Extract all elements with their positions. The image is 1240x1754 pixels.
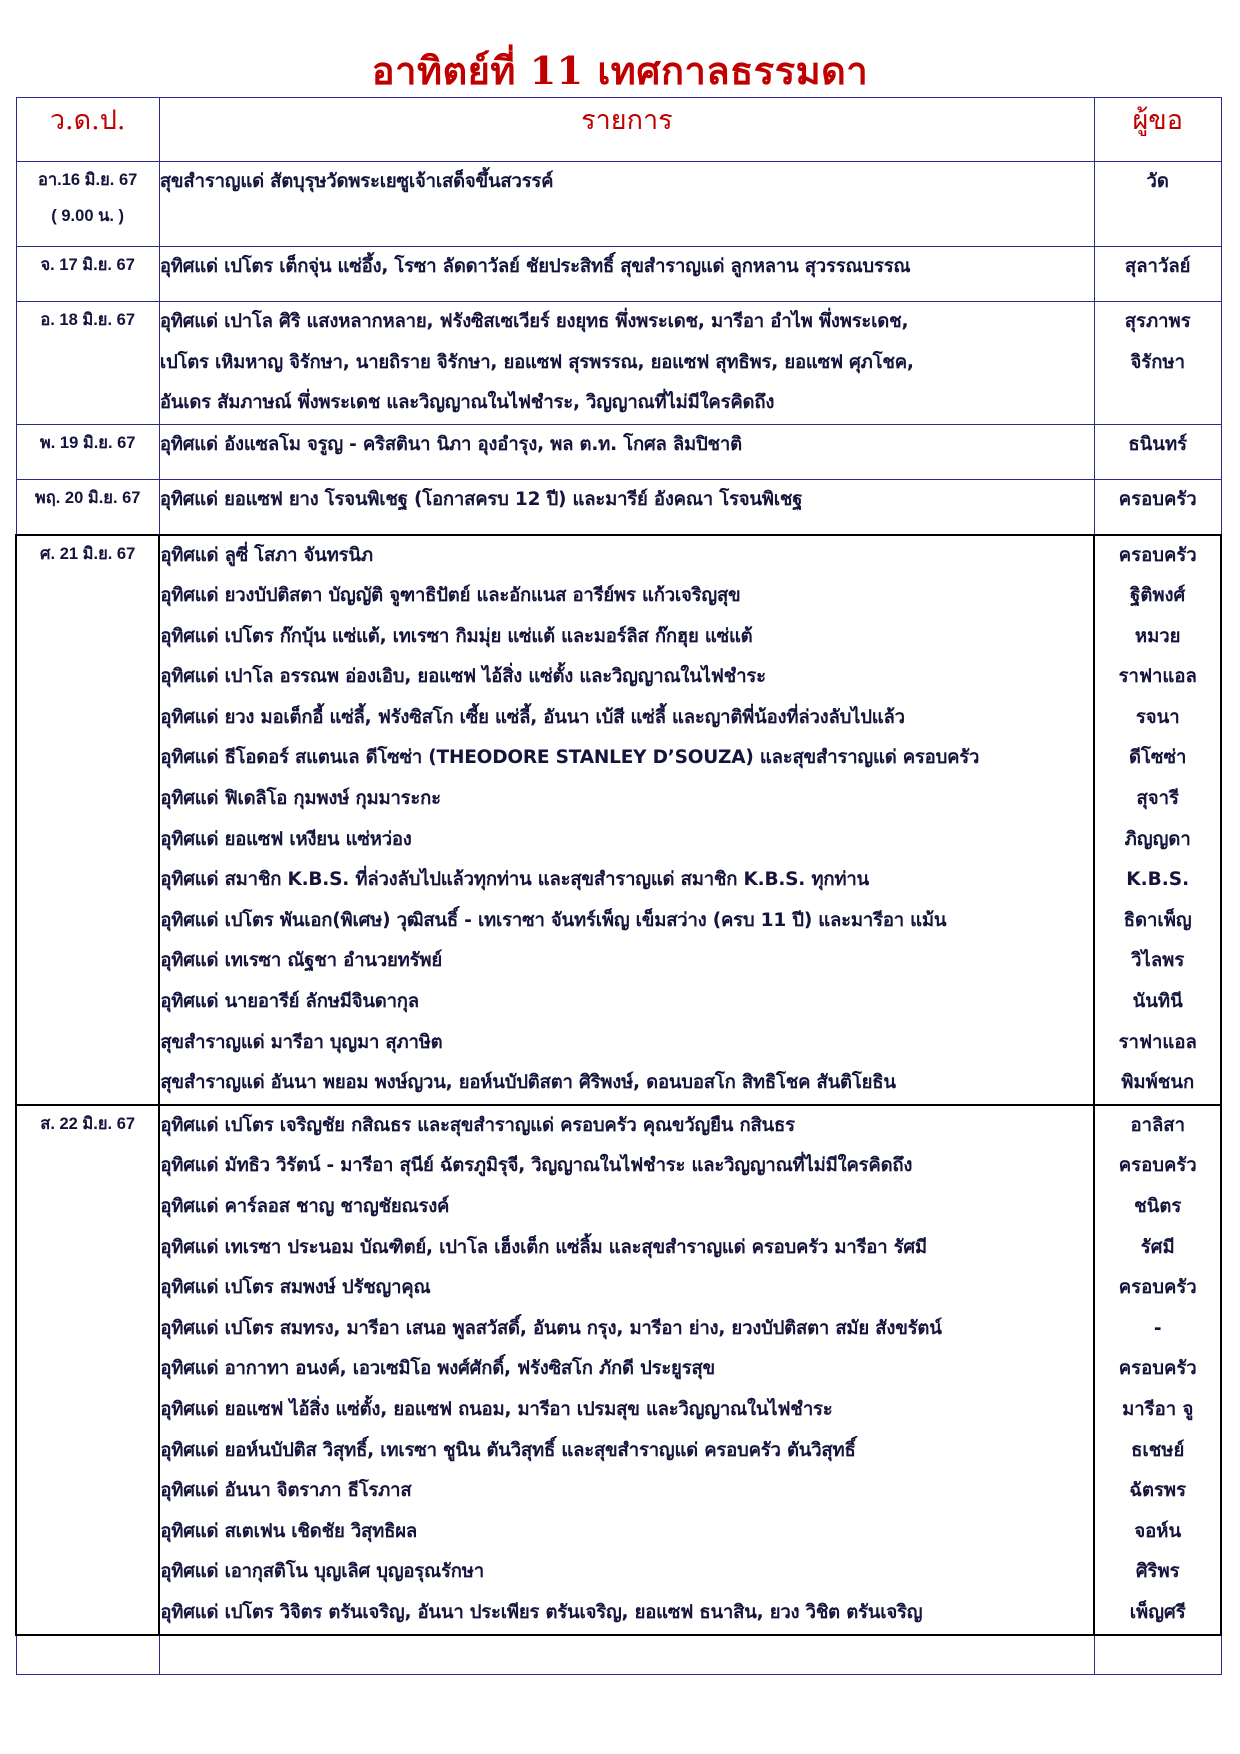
requester-name: จิรักษา xyxy=(1130,351,1185,373)
requester-name: ราฟาแอล xyxy=(1118,666,1197,688)
intention-item: อุทิศแด่ เทเรซา ประนอม บัณฑิตย์, เปาโล เฮ็งเต็ก แซ่ลิ้ม และสุขสำราญแด่ ครอบครัว มารีอา รัศมี xyxy=(160,1236,927,1258)
intention-item: อุทิศแด่ ยวงบัปติสตา บัญญัติ จูฑาธิปัตย์ และอักแนส อารีย์พร แก้วเจริญสุข xyxy=(160,585,741,607)
date-cell xyxy=(16,535,159,1105)
date-cell xyxy=(16,162,159,247)
requester-cell xyxy=(1094,1105,1221,1635)
intention-item: อุทิศแด่ เทเรซา ณัฐชา อำนวยทรัพย์ xyxy=(160,950,443,972)
intention-item: อุทิศแด่ ยอห์นบัปติส วิสุทธิ์, เทเรซา ชูนิน ตันวิสุทธิ์ และสุขสำราญแด่ ครอบครัว ตันวิสุทธิ์ xyxy=(160,1439,856,1461)
items-cell xyxy=(159,1105,1094,1635)
requester-name: เพ็ญศรี xyxy=(1129,1601,1186,1623)
date-cell xyxy=(16,302,159,425)
intention-item: อุทิศแด่ ฟิเดลิโอ กุมพงษ์ กุมมาระกะ xyxy=(160,788,441,810)
requester-name: อาลิสา xyxy=(1130,1114,1185,1136)
intention-item: อุทิศแด่ สเตเฟน เชิดชัย วิสุทธิผล xyxy=(160,1520,417,1542)
table-row-continued xyxy=(16,1635,1221,1675)
table-header-row xyxy=(16,98,1221,162)
header-items: รายการ xyxy=(159,98,1094,162)
empty-cell xyxy=(1094,1635,1221,1675)
requester-name: K.B.S. xyxy=(1126,869,1190,891)
intention-item: อุทิศแด่ เปาโล ศิริ แสงหลากหลาย, ฟรังซิสเซเวียร์ ยงยุทธ พึ่งพระเดช, มารีอา อำไพ พึ่งพระเดช, xyxy=(159,311,909,332)
requester-name: นันทินี xyxy=(1132,991,1183,1013)
items-cell xyxy=(159,162,1094,247)
requester-name: ฉัตรพร xyxy=(1129,1480,1187,1502)
requester-name: ครอบครัว xyxy=(1118,1358,1197,1380)
requester-cell xyxy=(1094,425,1221,480)
table-row xyxy=(16,535,1221,1105)
page-title: อาทิตย์ที่ 11 เทศกาลธรรมดา xyxy=(371,48,869,93)
intention-item: อุทิศแด่ ยอแซฟ ยาง โรจนพิเชฐ (โอกาสครบ 12 ปี) และมารีย์ อังคณา โรจนพิเชฐ xyxy=(159,489,803,510)
table-row xyxy=(16,302,1221,425)
requester-name: หมวย xyxy=(1134,625,1181,647)
intention-item: อุทิศแด่ เปโตร วิจิตร ตรันเจริญ, อันนา ประเพียร ตรันเจริญ, ยอแซฟ ธนาสิน, ยวง วิชิต ตรันเจริญ xyxy=(160,1601,923,1623)
intention-item: อุทิศแด่ อากาทา อนงค์, เอวเซมิโอ พงศ์ศักดิ์, ฟรังซิสโก ภักดี ประยูรสุข xyxy=(160,1358,715,1380)
intention-item: สุขสำราญแด่ สัตบุรุษวัดพระเยซูเจ้าเสด็จขึ้นสวรรค์ xyxy=(159,171,554,192)
intention-item: อุทิศแด่ เปโตร เต็กจุ่น แซ่อึ้ง, โรซา ลัดดาวัลย์ ชัยประสิทธิ์ สุขสำราญแด่ ลูกหลาน สุวรรณบรรณ xyxy=(159,256,911,277)
intention-item: อุทิศแด่ เอากุสติโน บุญเลิศ บุญอรุณรักษา xyxy=(160,1561,484,1583)
intention-item: อุทิศแด่ มัทธิว วิรัตน์ - มารีอา สุนีย์ ฉัตรภูมิรุจี, วิญญาณในไฟชำระ และวิญญาณที่ไม่มีใครคิดถึง xyxy=(160,1155,913,1177)
date-text: พฤ. 20 มิ.ย. 67 xyxy=(34,489,141,507)
requester-name: ธเชษย์ xyxy=(1131,1439,1185,1461)
date-text: พ. 19 มิ.ย. 67 xyxy=(39,434,136,452)
intention-item: อุทิศแด่ ยวง มอเต็กอี้ แซ่ลี้, ฟรังซิสโก เซี้ย แซ่ลี้, อันนา เบ้สี แซ่ลี้ และญาติพี่น้องที่ล่วงลับไปแล้ว xyxy=(160,706,905,728)
requester-name: วิไลพร xyxy=(1131,950,1185,972)
date-cell xyxy=(16,1105,159,1635)
table-row xyxy=(16,425,1221,480)
requester-name: ครอบครัว xyxy=(1118,544,1197,566)
intention-item: สุขสำราญแด่ อันนา พยอม พงษ์ญวน, ยอห์นบัปติสตา ศิริพงษ์, ดอนบอสโก สิทธิโชค สันติโยธิน xyxy=(160,1072,896,1094)
requester-cell xyxy=(1094,535,1221,1105)
requester-name: ภิญญดา xyxy=(1124,828,1191,850)
intention-item: อุทิศแด่ สมาชิก K.B.S. ที่ล่วงลับไปแล้วทุกท่าน และสุขสำราญแด่ สมาชิก K.B.S. ทุกท่าน xyxy=(160,869,869,891)
requester-name: ครอบครัว xyxy=(1118,489,1197,510)
requester-name: - xyxy=(1153,1317,1162,1339)
requester-name: รจนา xyxy=(1135,706,1180,728)
requester-name: วัด xyxy=(1146,171,1169,192)
intention-item: อุทิศแด่ เปโตร ก๊กบุ้น แซ่แต้, เทเรซา กิมมุ่ย แซ่แต้ และมอร์ลิส ก๊กฮุย แซ่แต้ xyxy=(160,625,753,647)
table-row xyxy=(16,1105,1221,1635)
schedule-body xyxy=(16,162,1221,1675)
intention-item: อุทิศแด่ คาร์ลอส ชาญ ชาญชัยณรงค์ xyxy=(160,1196,450,1217)
items-cell xyxy=(159,480,1094,535)
intention-item: อุทิศแด่ ยอแซฟ ไอ้สิ่ง แซ่ตั้ง, ยอแซฟ ถนอม, มารีอา เปรมสุข และวิญญาณในไฟชำระ xyxy=(160,1398,833,1420)
date-text: อา.16 มิ.ย. 67 xyxy=(37,171,138,189)
table-row xyxy=(16,480,1221,535)
intention-item: สุขสำราญแด่ มารีอา บุญมา สุภาษิต xyxy=(160,1031,443,1053)
date-cell xyxy=(16,425,159,480)
requester-name: ครอบครัว xyxy=(1118,1155,1197,1177)
intention-item: อุทิศแด่ เปาโล อรรณพ อ่องเอิบ, ยอแซฟ ไอ้สิ่ง แซ่ตั้ง และวิญญาณในไฟชำระ xyxy=(160,666,766,688)
requester-name: จอห์น xyxy=(1134,1520,1182,1542)
requester-name: ราฟาแอล xyxy=(1118,1031,1197,1053)
requester-cell xyxy=(1094,480,1221,535)
requester-name: ฐิติพงศ์ xyxy=(1130,585,1186,607)
requester-cell xyxy=(1094,162,1221,247)
date-text: จ. 17 มิ.ย. 67 xyxy=(40,256,135,274)
schedule-table xyxy=(15,97,1222,1675)
empty-cell xyxy=(159,1635,1094,1675)
intention-item: อุทิศแด่ ยอแซฟ เหงียน แซ่หว่อง xyxy=(160,828,412,850)
requester-name: ชนิตร xyxy=(1134,1196,1182,1217)
intention-item: อุทิศแด่ เปโตร สมทรง, มารีอา เสนอ พูลสวัสดิ์, อันตน กรุง, มารีอา ย่าง, ยวงบัปติสตา สมัย สังขรัตน์ xyxy=(160,1317,942,1339)
date-cell xyxy=(16,480,159,535)
requester-name: สุจารี xyxy=(1136,788,1179,810)
requester-cell xyxy=(1094,302,1221,425)
date-text: ส. 22 มิ.ย. 67 xyxy=(40,1114,136,1133)
table-row xyxy=(16,247,1221,302)
date-cell xyxy=(16,247,159,302)
requester-name: รัศมี xyxy=(1140,1236,1175,1258)
requester-name: สุลาวัลย์ xyxy=(1124,256,1191,277)
requester-name: ศิริพร xyxy=(1135,1561,1180,1583)
intention-item: อุทิศแด่ อังแซลโม จรูญ - คริสตินา นิภา อุงอำรุง, พล ต.ท. โกศล ลิมปิชาติ xyxy=(159,434,742,455)
intention-item: อุทิศแด่ อันนา จิตราภา ธีโรภาส xyxy=(160,1480,412,1502)
intention-item: อุทิศแด่ ลูซี่ โสภา จันทรนิภ xyxy=(160,544,373,566)
requester-name: มารีอา จู xyxy=(1122,1398,1194,1420)
header-requester: ผู้ขอ xyxy=(1094,98,1221,162)
date-text: อ. 18 มิ.ย. 67 xyxy=(40,311,135,329)
intention-item: อุทิศแด่ เปโตร สมพงษ์ ปรัชญาคุณ xyxy=(160,1277,431,1299)
date-text: ( 9.00 น. ) xyxy=(51,207,125,225)
intention-item: อุทิศแด่ เปโตร เจริญชัย กสิณธร และสุขสำราญแด่ ครอบครัว คุณขวัญยืน กสินธร xyxy=(160,1114,795,1136)
requester-name: ครอบครัว xyxy=(1118,1277,1197,1299)
items-cell xyxy=(159,247,1094,302)
requester-name: สุรภาพร xyxy=(1124,311,1191,332)
requester-name: ดีโซซ่า xyxy=(1128,747,1187,769)
empty-cell xyxy=(16,1635,159,1675)
requester-cell xyxy=(1094,247,1221,302)
intention-item: อุทิศแด่ ธีโอดอร์ สแตนเล ดีโซซ่า (THEODORE STANLEY D’SOUZA) และสุขสำราญแด่ ครอบครัว xyxy=(160,747,980,769)
items-cell xyxy=(159,425,1094,480)
requester-name: ธนินทร์ xyxy=(1128,434,1188,455)
intention-item: อุทิศแด่ นายอารีย์ ลักษมีจินดากุล xyxy=(160,991,419,1013)
date-text: ศ. 21 มิ.ย. 67 xyxy=(40,544,136,563)
requester-name: พิมพ์ชนก xyxy=(1121,1072,1195,1094)
header-date: ว.ด.ป. xyxy=(16,98,159,162)
intention-item: อันเดร สัมภาษณ์ พึ่งพระเดช และวิญญาณในไฟชำระ, วิญญาณที่ไม่มีใครคิดถึง xyxy=(159,392,775,414)
intention-item: เปโตร เหิมหาญ จิรักษา, นายถิราย จิรักษา, ยอแซฟ สุรพรรณ, ยอแซฟ สุทธิพร, ยอแซฟ ศุภโชค, xyxy=(159,351,914,373)
requester-name: ธิดาเพ็ญ xyxy=(1123,909,1192,931)
intention-item: อุทิศแด่ เปโตร พันเอก(พิเศษ) วุฒิสนธิ์ - เทเราซา จันทร์เพ็ญ เข็มสว่าง (ครบ 11 ปี) และมารีอา แม้น xyxy=(160,909,947,931)
items-cell xyxy=(159,535,1094,1105)
table-row xyxy=(16,162,1221,247)
items-cell xyxy=(159,302,1094,425)
